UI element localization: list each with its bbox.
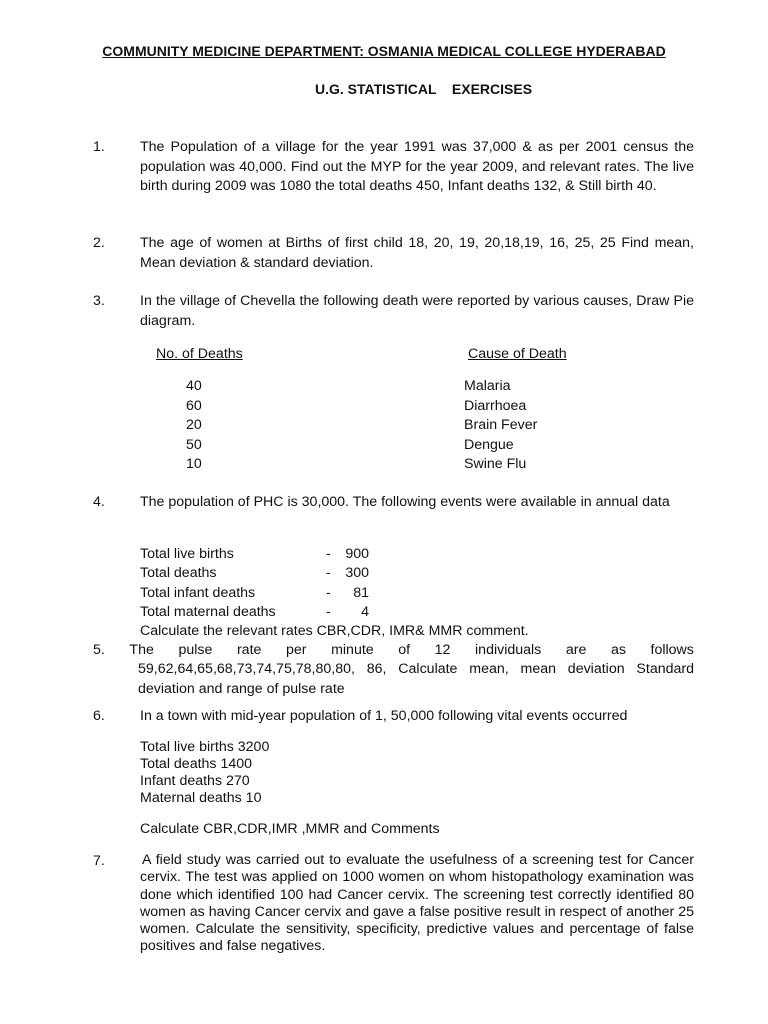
question-5-word: pulse (178, 642, 213, 658)
table-header-deaths: No. of Deaths (156, 346, 243, 362)
question-2-number: 2. (93, 235, 105, 251)
question-4-number: 4. (93, 494, 105, 510)
event-label: Total deaths (140, 565, 217, 581)
table-cell-cause: Swine Flu (464, 456, 527, 472)
event-dash: - (326, 585, 331, 601)
event-dash: - (326, 565, 331, 581)
question-3-number: 3. (93, 293, 105, 309)
page-title: COMMUNITY MEDICINE DEPARTMENT: OSMANIA MEDICAL COLLEGE HYDERABAD (102, 43, 666, 59)
question-1-number: 1. (93, 139, 105, 155)
question-4-text: The population of PHC is 30,000. The following events were available in annual data (140, 494, 670, 510)
event-dash: - (326, 546, 331, 562)
question-7-number: 7. (93, 853, 105, 869)
event-label: Total infant deaths (140, 585, 256, 601)
event-label: Total maternal deaths (140, 604, 276, 620)
table-cell-deaths: 60 (186, 398, 202, 414)
question-5-word: are (565, 642, 587, 658)
question-1-text: The Population of a village for the year 1991 was 37,000 & as per 2001 census the population was 40,000. Find out the MYP for the year 2009, and relevant rates. The live birth during 2009 was 1080 the total deaths 450, Infant deaths 132, & Still birth 40. (140, 139, 694, 194)
event-value: 300 (345, 565, 369, 581)
event-dash: - (326, 604, 331, 620)
table-cell-deaths: 20 (186, 417, 202, 433)
event-value: 4 (361, 604, 369, 620)
question-7-text: A field study was carried out to evaluate the usefulness of a screening test for Cancer cervix. The test was applied on 1000 women on whom histopathology examination was done which identified 100 had Cancer cervix. The screening test correctly identified 80 women as having Cancer cervix and gave a false positive result in respect of another 25 women. Calculate the sensitivity, specificity, predictive values and percentage of false positives and false negatives. (140, 852, 694, 955)
question-5-word: The (129, 642, 154, 658)
question-2-text: The age of women at Births of first child 18, 20, 19, 20,18,19, 16, 25, 25 Find mean, Mean deviation & standard deviation. (140, 235, 694, 271)
table-cell-cause: Malaria (464, 378, 511, 394)
question-5-word: minute (331, 642, 374, 658)
vital-event: Total live births 3200 (140, 739, 270, 755)
event-label: Total live births (140, 546, 234, 562)
question-5-text: 59,62,64,65,68,73,74,75,78,80,80, 86, Calculate mean, mean deviation Standard deviation and range of pulse rate (138, 661, 694, 697)
question-5-word: follows (650, 642, 694, 658)
question-5-number: 5. (93, 642, 105, 658)
vital-event: Infant deaths 270 (140, 773, 250, 789)
question-6-calc: Calculate CBR,CDR,IMR ,MMR and Comments (140, 821, 440, 837)
table-cell-deaths: 10 (186, 456, 202, 472)
question-3-text: In the village of Chevella the following death were reported by various causes, Draw Pie diagram. (140, 293, 694, 329)
question-5-word: rate (236, 642, 262, 658)
page-subtitle: U.G. STATISTICAL EXERCISES (315, 81, 533, 97)
table-cell-deaths: 50 (186, 437, 202, 453)
question-4-calc: Calculate the relevant rates CBR,CDR, IMR& MMR comment. (140, 623, 529, 639)
question-6-number: 6. (93, 708, 105, 724)
table-cell-deaths: 40 (186, 378, 202, 394)
question-6-text: In a town with mid-year population of 1, 50,000 following vital events occurred (140, 708, 628, 724)
question-5-word: of (398, 642, 411, 658)
table-cell-cause: Dengue (464, 437, 514, 453)
question-5-word: as (610, 642, 626, 658)
question-5-word: individuals (475, 642, 542, 658)
table-cell-cause: Diarrhoea (464, 398, 527, 414)
event-value: 900 (345, 546, 369, 562)
question-5-word: 12 (434, 642, 451, 658)
vital-event: Maternal deaths 10 (140, 790, 262, 806)
question-5-word: per (285, 642, 307, 658)
table-cell-cause: Brain Fever (464, 417, 538, 433)
question-5-first-line (93, 641, 694, 661)
table-header-cause: Cause of Death (468, 346, 567, 362)
event-value: 81 (353, 585, 369, 601)
vital-event: Total deaths 1400 (140, 756, 253, 772)
